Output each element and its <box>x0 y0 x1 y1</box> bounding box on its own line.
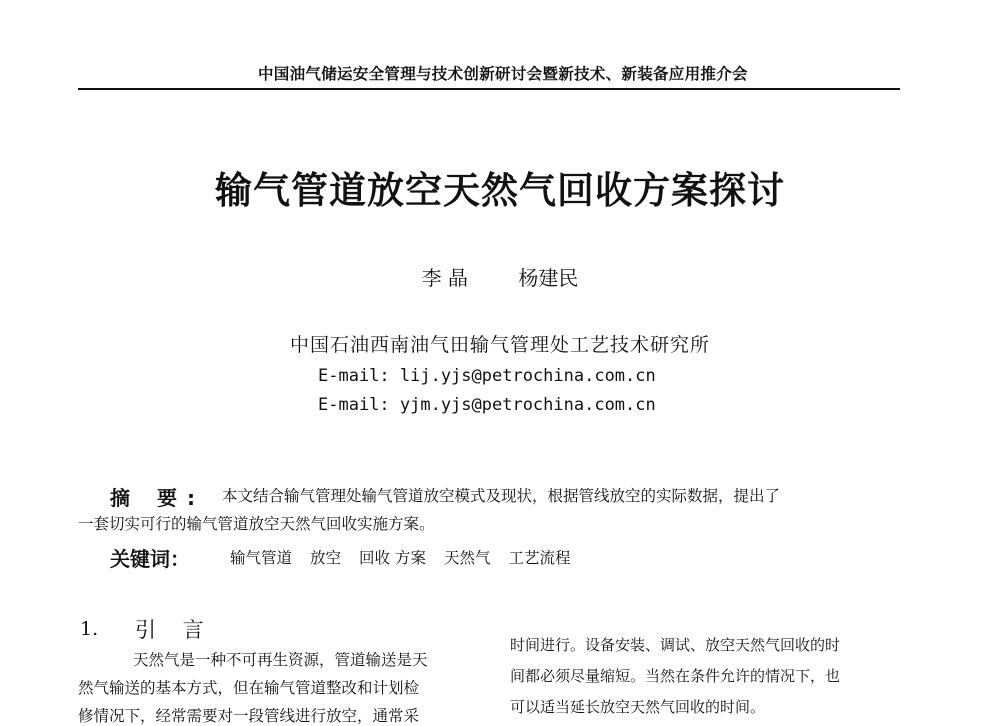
conference-header: 中国油气储运安全管理与技术创新研讨会暨新技术、新装备应用推介会 <box>258 65 748 83</box>
abstract-label <box>110 482 195 511</box>
abstract-label-text: 摘 要 <box>110 486 187 510</box>
body-text-line: 时间进行。设备安装、调试、放空天然气回收的时 <box>510 636 841 654</box>
body-text-line: 可以适当延长放空天然气回收的时间。 <box>510 698 766 716</box>
affiliation: 中国石油西南油气田输气管理处工艺技术研究所 <box>289 334 710 356</box>
abstract-text-line: 本文结合输气管理处输气管道放空模式及现状，根据管线放空的实际数据，提出了 <box>222 487 781 505</box>
section-title: 引 言 <box>135 618 214 642</box>
body-text-line: 然气输送的基本方式，但在输气管道整改和计划检 <box>78 679 420 697</box>
email-line: E-mail: lij.yjs@petrochina.com.cn <box>318 366 656 386</box>
keyword: 天然气 <box>443 549 491 567</box>
author-name: 李 晶 <box>421 266 468 290</box>
keyword: 输气管道 <box>230 549 293 567</box>
email-line: E-mail: yjm.yjs@petrochina.com.cn <box>318 395 656 415</box>
keyword: 放空 <box>310 549 342 567</box>
author-name: 杨建民 <box>518 266 579 290</box>
abstract-text-line: 一套切实可行的输气管道放空天然气回收实施方案。 <box>78 515 435 533</box>
header-rule <box>78 88 900 90</box>
body-text-line: 天然气是一种不可再生资源，管道输送是天 <box>133 651 428 669</box>
keywords-label: 关键词： <box>110 547 190 571</box>
keyword: 工艺流程 <box>508 549 571 567</box>
body-text-line: 修情况下，经常需要对一段管线进行放空，通常采 <box>78 707 420 725</box>
keyword: 回收 方案 <box>359 549 426 567</box>
body-text-line: 间都必须尽量缩短。当然在条件允许的情况下，也 <box>510 667 841 685</box>
keywords-list <box>230 546 589 568</box>
paper-title: 输气管道放空天然气回收方案探讨 <box>215 169 785 212</box>
abstract-colon: : <box>186 486 195 510</box>
author-list <box>0 262 1000 291</box>
section-number: 1. <box>80 618 99 640</box>
